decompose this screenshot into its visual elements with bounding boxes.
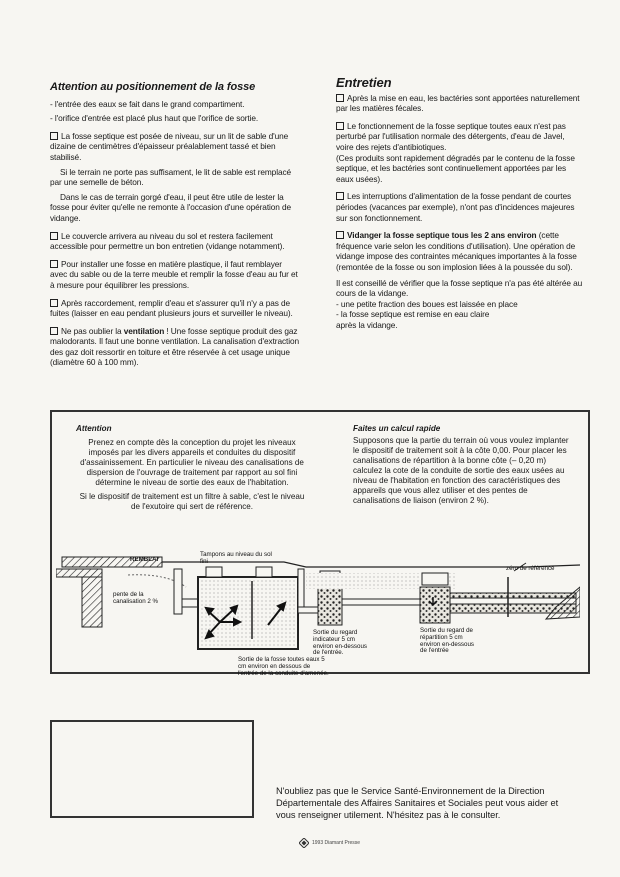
interruption-paragraph — [336, 191, 584, 223]
house-wall — [82, 577, 102, 627]
calculation-title: Faites un calcul rapide — [353, 424, 441, 433]
maintenance-title: Entretien — [336, 75, 392, 90]
leak-paragraph — [50, 298, 300, 319]
interruption-text: Les interruptions d'alimentation de la fosse pendant de courtes périodes (vacances par exemple), n'ont pas d'incidences majeures sur son fonctionnement. — [336, 191, 575, 223]
house-slab — [56, 569, 102, 577]
distribution-chamber-top — [422, 573, 448, 585]
remblai-label: REMBLAI — [130, 556, 159, 563]
emptying-keyword: Vidanger la fosse septique tous les 2 ans environ — [347, 230, 537, 241]
ventilation-text-b: ! Une fosse septique produit des gaz malodorants. Il faut une bonne ventilation. La canalisation d'extraction des gaz doit ressortir en toiture et être réservée à cet usage unique (diamètre 60 à 100 mm). — [50, 325, 299, 368]
tank-cover-2 — [256, 567, 272, 577]
checkbox-icon — [50, 232, 58, 240]
attention-title: Attention — [76, 424, 112, 433]
concrete-paragraph: Si le terrain ne porte pas suffisament, le lit de sable est remplacé par une semelle de béton. — [50, 166, 292, 188]
checkbox-icon — [50, 132, 58, 140]
ventilation-keyword: ventilation — [123, 325, 165, 336]
checkbox-icon — [336, 122, 344, 130]
checkbox-icon — [50, 260, 58, 268]
detergent-text: Le fonctionnement de la fosse septique toutes eaux n'est pas perturbé par l'utilisation normale des détergents, d'eau de Javel, voire des rejets d'antibiotiques. — [336, 120, 566, 152]
septic-tank — [198, 577, 298, 649]
degradation-paragraph: (Ces produits sont rapidement dégradés par le contenu de la fosse septique, et les bactéries sont continuellement apportées par les eaux usées). — [336, 152, 575, 184]
plastic-text: Pour installer une fosse en matière plastique, il faut remblayer avec du sable ou de la terre meuble et remplir la fosse d'eau au fur et à mesure pour équilibrer les pressions. — [50, 258, 298, 290]
cover-paragraph — [50, 231, 300, 252]
ballast-paragraph: Dans le cas de terrain gorgé d'eau, il peut être utile de lester la fosse pour éviter qu'elle ne remonte à l'occasion d'une opération de vidange. — [50, 191, 292, 223]
tank-cover-1 — [206, 567, 222, 577]
calculation-paragraph: Supposons que la partie du terrain où vous voulez implanter le dispositif de traitement soit à la côte 0,00. Pour placer les canalisations de répartition à la bonne côte (– 0,20 m) calculez la cote de la conduite de sortie des eaux usées au niveau de l'habitation en fonction des caractéristiques des appareils que vous allez utiliser et des pentes de canalisations de liaison (environ 2 %). — [353, 436, 569, 505]
checkbox-icon — [336, 94, 344, 102]
indicator-outlet-label: Sortie du regard indicateur 5 cm environ en-dessous de l'entrée. — [313, 629, 368, 657]
tank-outlet-label: Sortie de la fosse toutes eaux 5 cm environ en dessous de l'entrée de la conduite d'amenée. — [238, 656, 329, 677]
checkbox-icon — [50, 299, 58, 307]
refill-line: - la fosse septique est remise en eau claire après la vidange. — [336, 309, 490, 330]
distribution-pipe — [450, 598, 576, 604]
footer-credit: 1993 Diamant Presse — [312, 840, 361, 846]
indicator-chamber — [318, 587, 342, 625]
attention-paragraph-1: Prenez en compte dès la conception du projet les niveaux imposés par les divers appareils et conduites du dispositif d'assainissement. En particulier le niveau des canalisations de dispersion de l'ouvrage de traitement par rapport au sol fini détermine le niveau de sortie des eaux de l'habitation. — [80, 438, 304, 487]
connection-pipe — [342, 599, 420, 605]
inlet-pipe-vertical — [174, 569, 182, 614]
attention-paragraph-2: Si le dispositif de traitement est un filtre à sable, c'est le niveau de l'exutoire qui sert de référence. — [79, 492, 305, 511]
cover-text: Le couvercle arrivera au niveau du sol et restera facilement accessible pour permettre un bon entretien (vidange notamment). — [50, 230, 285, 252]
bacteria-paragraph — [336, 93, 584, 114]
tank-outlet-pipe — [298, 607, 318, 613]
ventilation-paragraph — [50, 326, 300, 368]
checkbox-icon — [50, 327, 58, 335]
blank-frame — [50, 720, 254, 818]
ventilation-text-a: Ne pas oublier la — [61, 325, 124, 336]
emptying-paragraph — [336, 230, 584, 272]
zero-reference-label: zéro de référence — [506, 565, 555, 572]
checkbox-icon — [336, 231, 344, 239]
calculation-box — [353, 424, 575, 510]
intro-line-2: - l'orifice d'entrée est placé plus haut que l'orifice de sortie. — [50, 113, 259, 124]
distribution-chamber — [420, 587, 450, 623]
sludge-line: - une petite fraction des boues est laissée en place — [336, 298, 518, 309]
positioning-section — [50, 82, 300, 372]
intro-line-1: - l'entrée des eaux se fait dans le grand compartiment. — [50, 98, 245, 109]
leveling-text: La fosse septique est posée de niveau, sur un lit de sable d'une dizaine de centimètres d'épaisseur préalablement tassé et bien stabilisé. — [50, 130, 289, 162]
maintenance-section — [336, 75, 584, 334]
ventilation-pipe — [298, 569, 304, 611]
detergent-paragraph — [336, 121, 584, 153]
distribution-outlet-label: Sortie du regard de répartition 5 cm environ en-dessous de l'entrée — [420, 627, 475, 655]
tampons-label: Tampons au niveau du sol fini — [200, 551, 272, 565]
check-paragraph: Il est conseillé de vérifier que la fosse septique n'a pas été altérée au cours de la vidange. — [336, 277, 583, 299]
positioning-title: Attention au positionnement de la fosse — [50, 81, 256, 93]
bacteria-text: Après la mise en eau, les bactéries sont apportées naturellement par les matières fécales. — [336, 92, 580, 114]
service-notice: N'oubliez pas que le Service Santé-Environnement de la Direction Départementale des Affaires Sanitaires et Sociales peut vous aider et vous renseigner utilement. N'hésitez pas à le consulter. — [276, 786, 559, 820]
leveling-paragraph — [50, 131, 300, 163]
attention-box — [76, 424, 308, 516]
diamond-logo-icon — [299, 838, 309, 848]
slope-label: pente de la canalisation 2 % — [113, 591, 159, 605]
leak-text: Après raccordement, remplir d'eau et s'assurer qu'il n'y a pas de fuites (laisser en eau pendant plusieurs jours et surveiller le niveau). — [50, 297, 293, 319]
checkbox-icon — [336, 192, 344, 200]
emptying-text: (cette fréquence varie selon les conditions d'utilisation). Une opération de vidange impose des contraintes mécaniques importantes à la fosse (remontée de la fosse ou son implosion liées à la poussée du sol). — [336, 230, 577, 272]
plastic-paragraph — [50, 259, 300, 291]
